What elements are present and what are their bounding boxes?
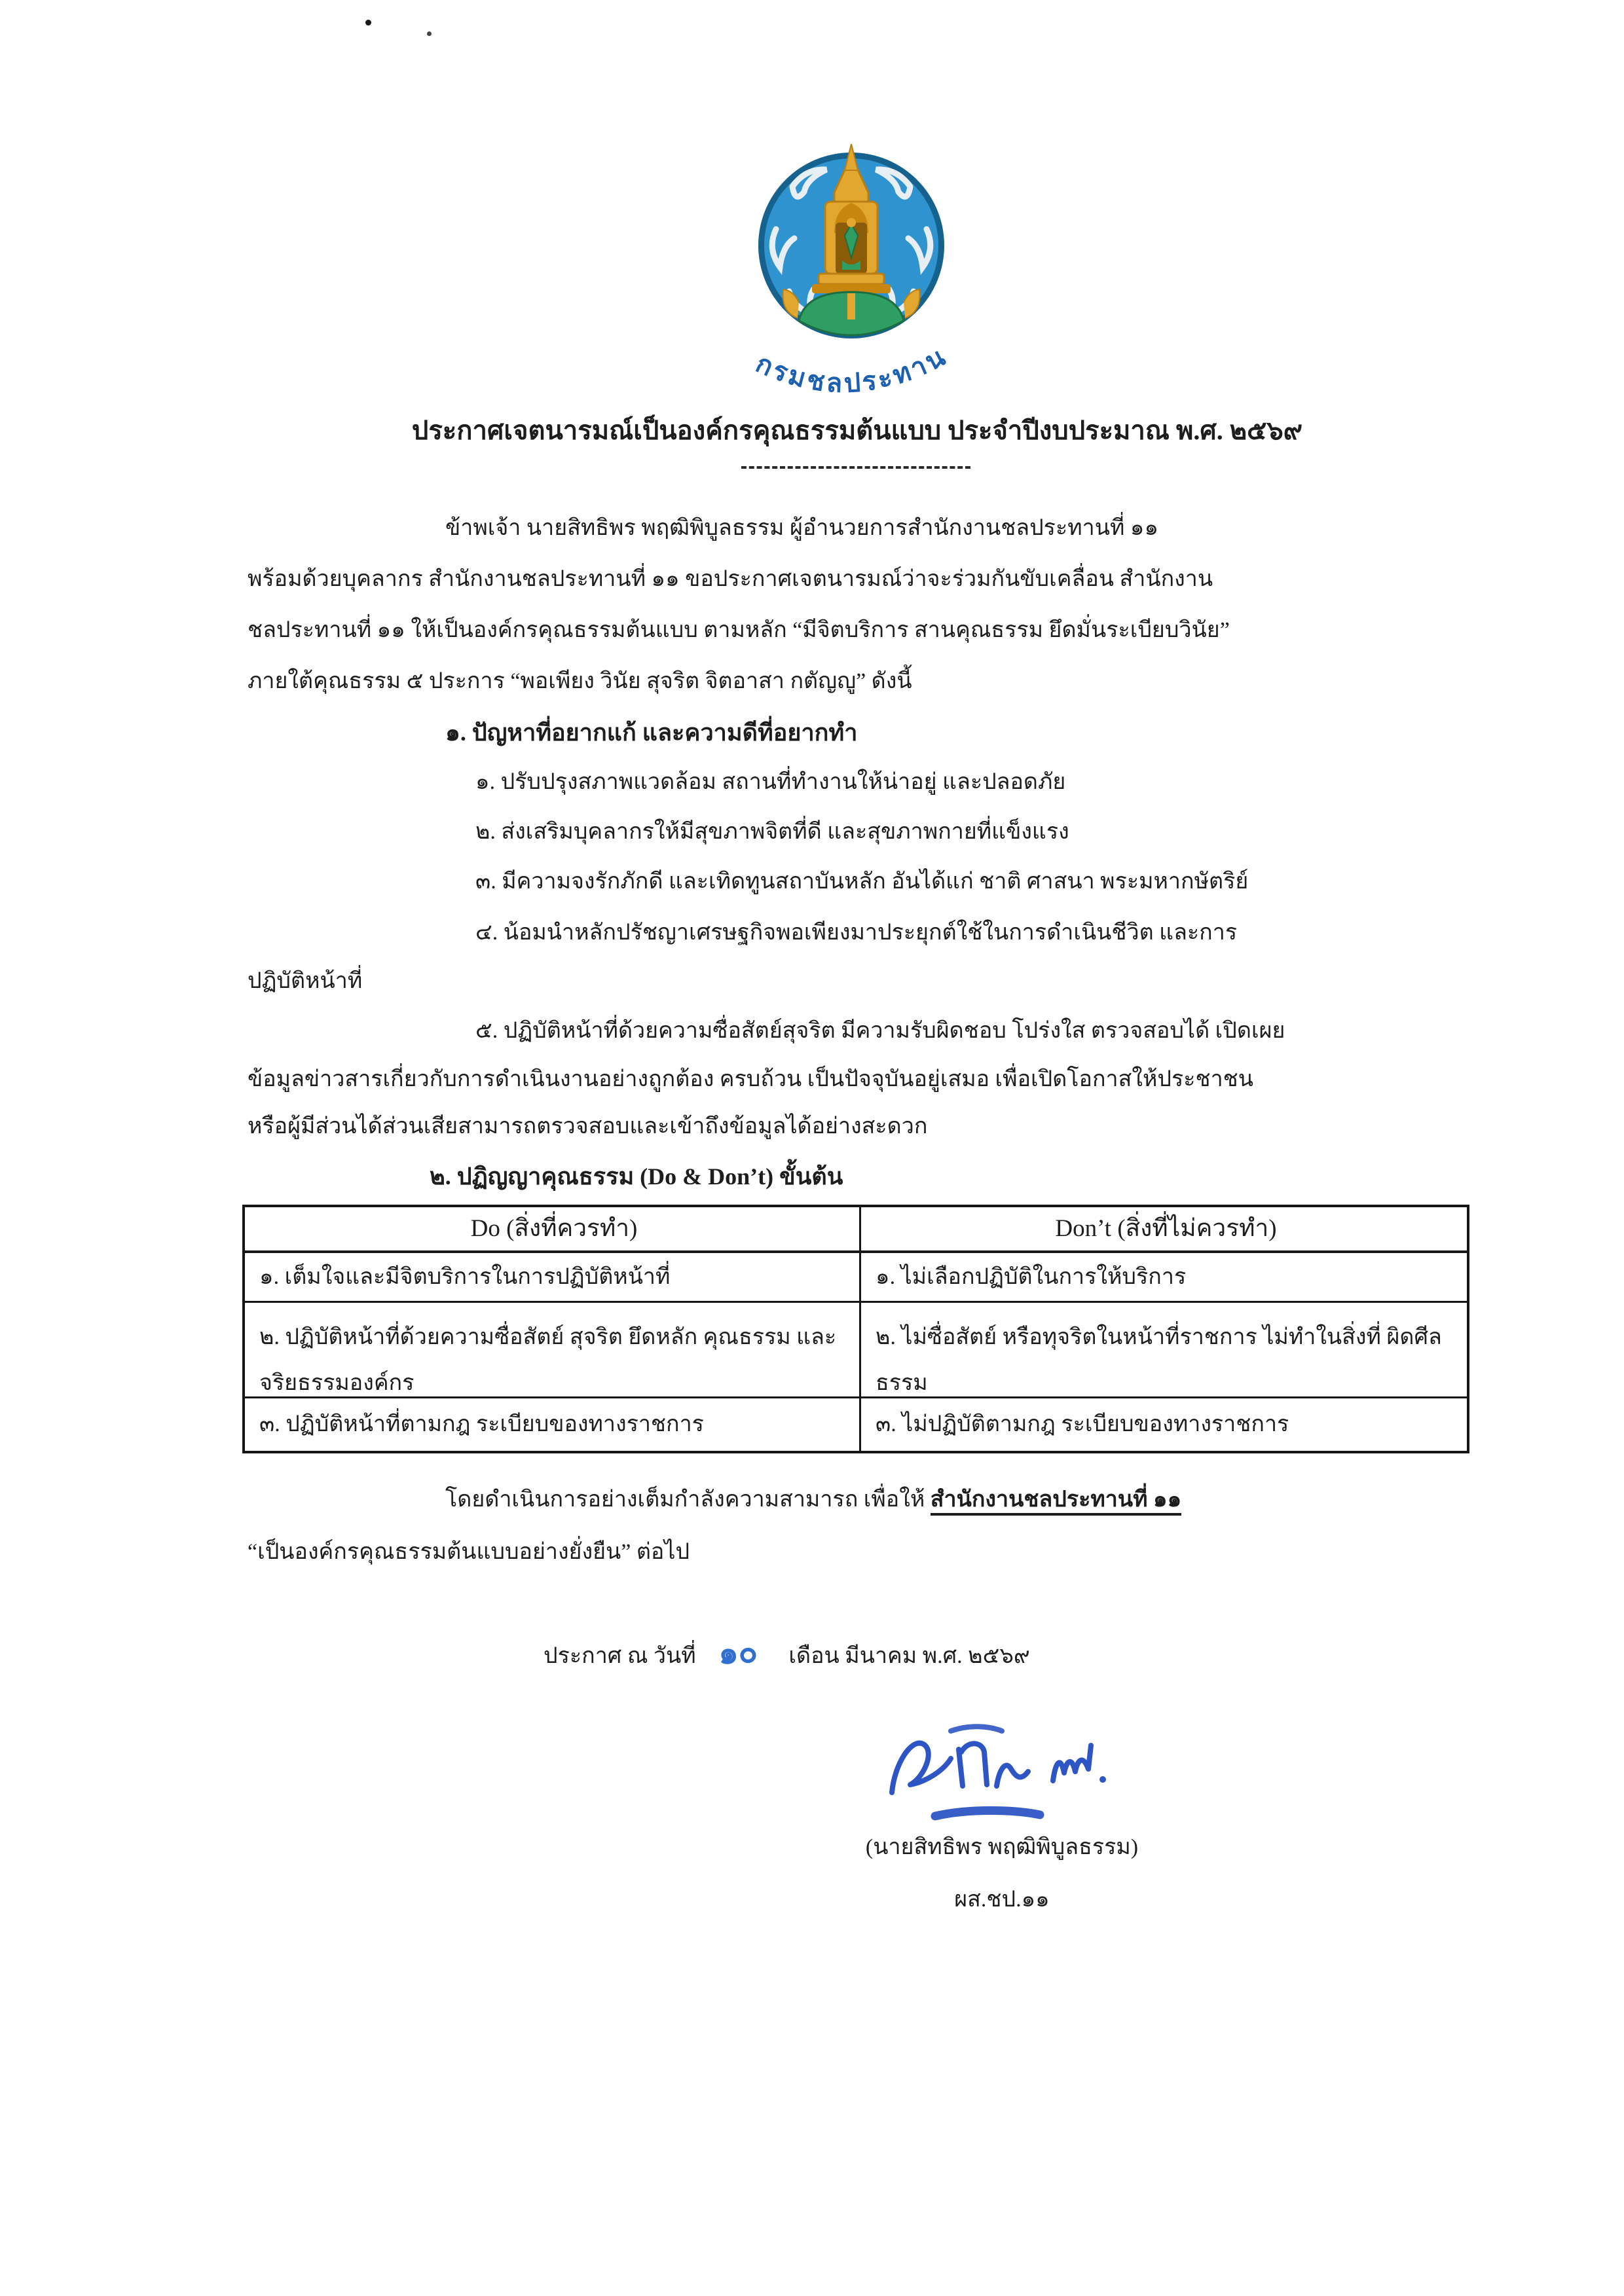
section1-item-2: ๒. ส่งเสริมบุคลากรให้มีสุขภาพจิตที่ดี และสุขภาพกายที่แข็งแรง: [475, 820, 1069, 844]
table-row: [245, 1398, 861, 1451]
closing-line-2: “เป็นองค์กรคุณธรรมต้นแบบอย่างยั่งยืน” ต่อไป: [248, 1540, 690, 1564]
date-rest: เดือน มีนาคม พ.ศ. ๒๕๖๙: [788, 1644, 1030, 1668]
section1-item-1: ๑. ปรับปรุงสภาพแวดล้อม สถานที่ทำงานให้น่าอยู่ และปลอดภัย: [475, 770, 1066, 794]
do-cell-2: ๒. ปฏิบัติหน้าที่ด้วยความซื่อสัตย์ สุจริต ยึดหลัก คุณธรรม และจริยธรรมองค์กร: [259, 1325, 837, 1395]
intro-line-3: ชลประทานที่ ๑๑ ให้เป็นองค์กรคุณธรรมต้นแบบ ตามหลัก “มีจิตบริการ สานคุณธรรม ยึดมั่นระเบียบวินัย”: [248, 618, 1230, 642]
table-row: [861, 1398, 1467, 1451]
table-row: [861, 1253, 1467, 1303]
section1-heading: ๑. ปัญหาที่อยากแก้ และความดีที่อยากทำ: [445, 720, 858, 746]
intro-line-2: พร้อมด้วยบุคลากร สำนักงานชลประทานที่ ๑๑ ขอประกาศเจตนารมณ์ว่าจะร่วมกันขับเคลื่อน สำนักงาน: [248, 567, 1213, 591]
dont-cell-3: ๓. ไม่ปฏิบัติตามกฎ ระเบียบของทางราชการ: [876, 1412, 1289, 1437]
closing-underlined-office: สำนักงานชลประทานที่ ๑๑: [931, 1487, 1181, 1516]
signer-position: ผส.ชป.๑๑: [954, 1887, 1050, 1912]
section1-item-5-cont2: หรือผู้มีส่วนได้ส่วนเสียสามารถตรวจสอบและเข้าถึงข้อมูลได้อย่างสะดวก: [248, 1114, 928, 1139]
title-separator-dashes: [741, 466, 970, 469]
do-cell-1: ๑. เต็มใจและมีจิตบริการในการปฏิบัติหน้าที่: [259, 1264, 671, 1289]
handwritten-day: ๑๐: [717, 1633, 758, 1672]
closing-line-1: [445, 1481, 1181, 1519]
do-dont-table: [242, 1205, 1469, 1453]
table-row: [245, 1303, 861, 1398]
section1-item-5-cont1: ข้อมูลข่าวสารเกี่ยวกับการดำเนินงานอย่างถูกต้อง ครบถ้วน เป็นปัจจุบันอยู่เสมอ เพื่อเปิดโอกาสให้ประชาชน: [248, 1067, 1253, 1091]
seal-agency-name: กรมชลประทาน: [751, 340, 952, 399]
section1-item-3: ๓. มีความจงรักภักดี และเทิดทูนสถาบันหลัก อันได้แก่ ชาติ ศาสนา พระมหากษัตริย์: [475, 869, 1249, 894]
section1-item-4-cont: ปฏิบัติหน้าที่: [248, 969, 363, 993]
document-title: ประกาศเจตนารมณ์เป็นองค์กรคุณธรรมต้นแบบ ประจำปีงบประมาณ พ.ศ. ๒๕๖๙: [411, 416, 1303, 445]
date-label: ประกาศ ณ วันที่: [544, 1644, 696, 1668]
section2-heading: ๒. ปฏิญญาคุณธรรม (Do & Don’t) ขั้นต้น: [430, 1163, 843, 1190]
department-seal-logo: [720, 124, 982, 439]
scan-speck: [427, 31, 432, 36]
scan-speck: [365, 20, 371, 26]
section1-item-4: ๔. น้อมนำหลักปรัชญาเศรษฐกิจพอเพียงมาประยุกต์ใช้ในการดำเนินชีวิต และการ: [475, 920, 1238, 945]
announcement-date-line: [544, 1631, 1030, 1673]
table-row: [861, 1303, 1467, 1398]
section1-item-5: ๕. ปฏิบัติหน้าที่ด้วยความซื่อสัตย์สุจริต มีความรับผิดชอบ โปร่งใส ตรวจสอบได้ เปิดเผย: [475, 1019, 1285, 1043]
table-row: [245, 1253, 861, 1303]
intro-line-4: ภายใต้คุณธรรม ๕ ประการ “พอเพียง วินัย สุจริต จิตอาสา กตัญญู” ดังนี้: [248, 669, 912, 693]
dont-cell-1: ๑. ไม่เลือกปฏิบัติในการให้บริการ: [876, 1264, 1187, 1289]
handwritten-signature: [877, 1709, 1153, 1833]
table-header-do: Do (สิ่งที่ควรทำ): [245, 1207, 861, 1253]
table-header-dont: Don’t (สิ่งที่ไม่ควรทำ): [861, 1207, 1467, 1253]
dont-cell-2: ๒. ไม่ซื่อสัตย์ หรือทุจริตในหน้าที่ราชการ ไม่ทำในสิ่งที่ ผิดศีลธรรม: [876, 1325, 1442, 1395]
intro-line-1: ข้าพเจ้า นายสิทธิพร พฤฒิพิบูลธรรม ผู้อำนวยการสำนักงานชลประทานที่ ๑๑: [445, 516, 1159, 540]
do-cell-3: ๓. ปฏิบัติหน้าที่ตามกฎ ระเบียบของทางราชการ: [259, 1412, 704, 1437]
signer-name: (นายสิทธิพร พฤฒิพิบูลธรรม): [865, 1835, 1139, 1859]
closing-prefix: โดยดำเนินการอย่างเต็มกำลังความสามารถ เพื่อให้: [445, 1487, 931, 1512]
